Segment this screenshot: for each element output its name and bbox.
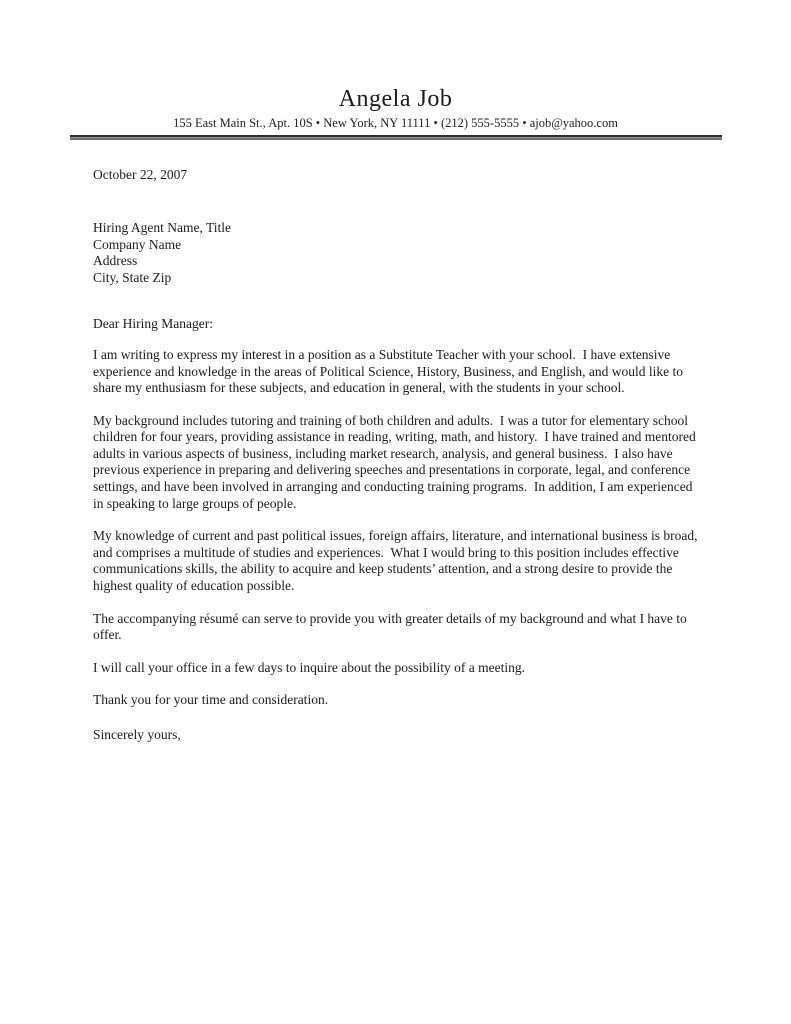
recipient-line-address: Address (93, 253, 138, 269)
closing: Sincerely yours, (93, 727, 181, 742)
paragraph-thanks: Thank you for your time and consideration. (93, 692, 329, 708)
sender-contact-line: 155 East Main St., Apt. 10S • New York, NY 11111 • (212) 555-5555 • ajob@yahoo.com (173, 115, 618, 130)
letterhead (0, 0, 791, 140)
recipient-line-city-state-zip: City, State Zip (93, 269, 172, 285)
recipient-line-name-title: Hiring Agent Name, Title (93, 219, 231, 235)
paragraph-follow-up: I will call your office in a few days to inquire about the possibility of a meeting. (93, 659, 526, 675)
recipient-line-company: Company Name (93, 236, 182, 252)
paragraph-background: My background includes tutoring and training of both children and adults. I was a tutor for elementary school children for four years, providing assistance in reading, writing, math, and history. I have trained and mentored adults in various aspects of business, including market research, analysis, and general business. I also have previous experience in preparing and delivering speeches and presentations in corporate, legal, and conference settings, and have been involved in arranging and conducting training programs. In addition, I am experienced in speaking to large groups of people. (93, 412, 700, 511)
paragraph-resume: The accompanying résumé can serve to provide you with greater details of my background and what I have to offer. (93, 610, 691, 643)
paragraph-intro: I am writing to express my interest in a position as a Substitute Teacher with your school. I have extensive experience and knowledge in the areas of Political Science, History, Business, and English, and would like to share my enthusiasm for these subjects, and education in general, with the students in your school. (93, 346, 687, 396)
paragraph-knowledge: My knowledge of current and past political issues, foreign affairs, literature, and international business is broad, and comprises a multitude of studies and experiences. What I would bring to this position includes effective communications skills, the ability to acquire and keep students’ attention, and a strong desire to provide the highest quality of education possible. (93, 528, 701, 594)
salutation: Dear Hiring Manager: (93, 316, 213, 332)
sender-name: Angela Job (338, 86, 453, 112)
date-line: October 22, 2007 (93, 167, 188, 183)
letter-body (0, 140, 791, 743)
recipient-block (93, 220, 703, 286)
